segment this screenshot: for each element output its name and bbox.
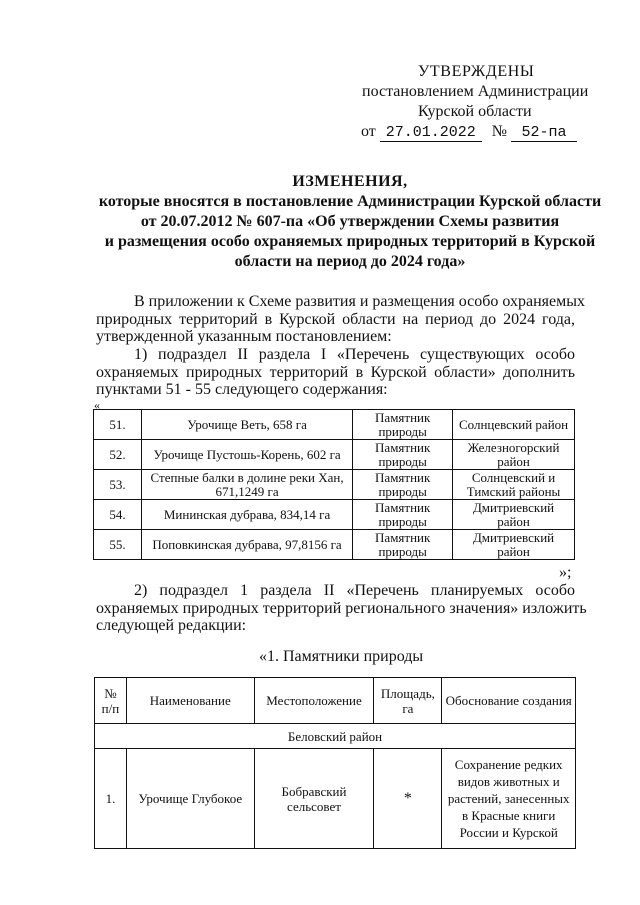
text-line: В приложении к Схеме развития и размещения особо охраняемых bbox=[134, 293, 585, 310]
text-line: 2) подраздел 1 раздела II «Перечень планируемых особо bbox=[134, 582, 575, 599]
text-line: природных территорий в Курской области на период до 2024 года, bbox=[96, 310, 575, 328]
cell-num: 51. bbox=[94, 410, 142, 440]
header-basis: Обоснование создания bbox=[442, 678, 576, 724]
section-label: Беловский район bbox=[95, 724, 576, 749]
cell-num: 54. bbox=[94, 500, 142, 530]
cell-type: Памятник природы bbox=[353, 440, 453, 470]
cell-district: Солнцевский район bbox=[453, 410, 575, 440]
text-line: охраняемых природных территорий в Курской области» дополнить bbox=[96, 363, 575, 381]
cell-district: Дмитриевский район bbox=[453, 500, 575, 530]
approval-line-resolution: постановлением Администрации bbox=[362, 83, 589, 100]
approval-block bbox=[340, 62, 600, 142]
table-header-row bbox=[95, 678, 576, 724]
text-line: утвержденной указанным постановлением: bbox=[96, 328, 392, 345]
cell-type: Памятник природы bbox=[353, 500, 453, 530]
planned-territories-table bbox=[94, 677, 576, 849]
text-line: охраняемых природных территорий регионального значения» изложить bbox=[96, 599, 587, 617]
cell-num: 52. bbox=[94, 440, 142, 470]
cell-name: Мининская дубрава, 834,14 га bbox=[141, 500, 352, 530]
cell-name: Степные балки в долине реки Хан, 671,1249 га bbox=[141, 470, 352, 500]
approval-number: 52-па bbox=[511, 124, 577, 142]
from-label: от bbox=[361, 123, 376, 140]
section-subtitle: «1. Памятники природы bbox=[259, 648, 424, 665]
cell-district: Солнцевский и Тимский районы bbox=[453, 470, 575, 500]
approval-title: УТВЕРЖДЕНЫ bbox=[418, 63, 535, 80]
header-location: Местоположение bbox=[254, 678, 374, 724]
quote-open: « bbox=[94, 398, 100, 412]
document-heading bbox=[60, 172, 640, 272]
number-label: № bbox=[491, 123, 508, 140]
additions-table bbox=[93, 409, 575, 560]
heading-title: ИЗМЕНЕНИЯ, bbox=[292, 173, 408, 190]
cell-type: Памятник природы bbox=[353, 470, 453, 500]
cell-num: 1. bbox=[95, 749, 127, 849]
quote-close: »; bbox=[559, 564, 572, 581]
intro-paragraph bbox=[96, 293, 585, 346]
text-line: пунктами 51 - 55 следующего содержания: bbox=[96, 381, 388, 398]
header-num: № п/п bbox=[95, 678, 127, 724]
cell-num: 53. bbox=[94, 470, 142, 500]
cell-district: Железногорский район bbox=[453, 440, 575, 470]
item1-paragraph bbox=[96, 346, 575, 399]
cell-type: Памятник природы bbox=[353, 530, 453, 560]
cell-num: 55. bbox=[94, 530, 142, 560]
table-row bbox=[95, 749, 576, 849]
table-row bbox=[94, 410, 575, 440]
cell-name: Поповкинская дубрава, 97,8156 га bbox=[141, 530, 352, 560]
cell-location: Бобравский сельсовет bbox=[254, 749, 374, 849]
cell-name: Урочище Пустошь-Корень, 602 га bbox=[141, 440, 352, 470]
cell-basis: Сохранение редких видов животных и растений, занесенных в Красные книги России и Курской bbox=[442, 749, 576, 849]
table-row bbox=[94, 530, 575, 560]
header-area: Площадь, га bbox=[374, 678, 442, 724]
section-row bbox=[95, 724, 576, 749]
heading-line: и размещения особо охраняемых природных территорий в Курской bbox=[104, 233, 596, 250]
heading-line: области на период до 2024 года» bbox=[234, 253, 466, 270]
approval-date: 27.01.2022 bbox=[380, 124, 482, 142]
text-line: 1) подраздел II раздела I «Перечень существующих особо bbox=[134, 346, 575, 363]
cell-area: * bbox=[374, 749, 442, 849]
heading-line: которые вносятся в постановление Администрации Курской области bbox=[98, 193, 602, 210]
approval-date-line bbox=[340, 122, 600, 142]
cell-name: Урочище Глубокое bbox=[126, 749, 254, 849]
heading-line: от 20.07.2012 № 607-па «Об утверждении Схемы развития bbox=[140, 213, 560, 230]
table-row bbox=[94, 440, 575, 470]
table-row bbox=[94, 470, 575, 500]
cell-district: Дмитриевский район bbox=[453, 530, 575, 560]
cell-type: Памятник природы bbox=[353, 410, 453, 440]
text-line: следующей редакции: bbox=[96, 617, 247, 634]
header-name: Наименование bbox=[126, 678, 254, 724]
item2-paragraph bbox=[96, 582, 587, 635]
approval-line-region: Курской области bbox=[418, 103, 532, 120]
table-row bbox=[94, 500, 575, 530]
cell-name: Урочище Веть, 658 га bbox=[141, 410, 352, 440]
